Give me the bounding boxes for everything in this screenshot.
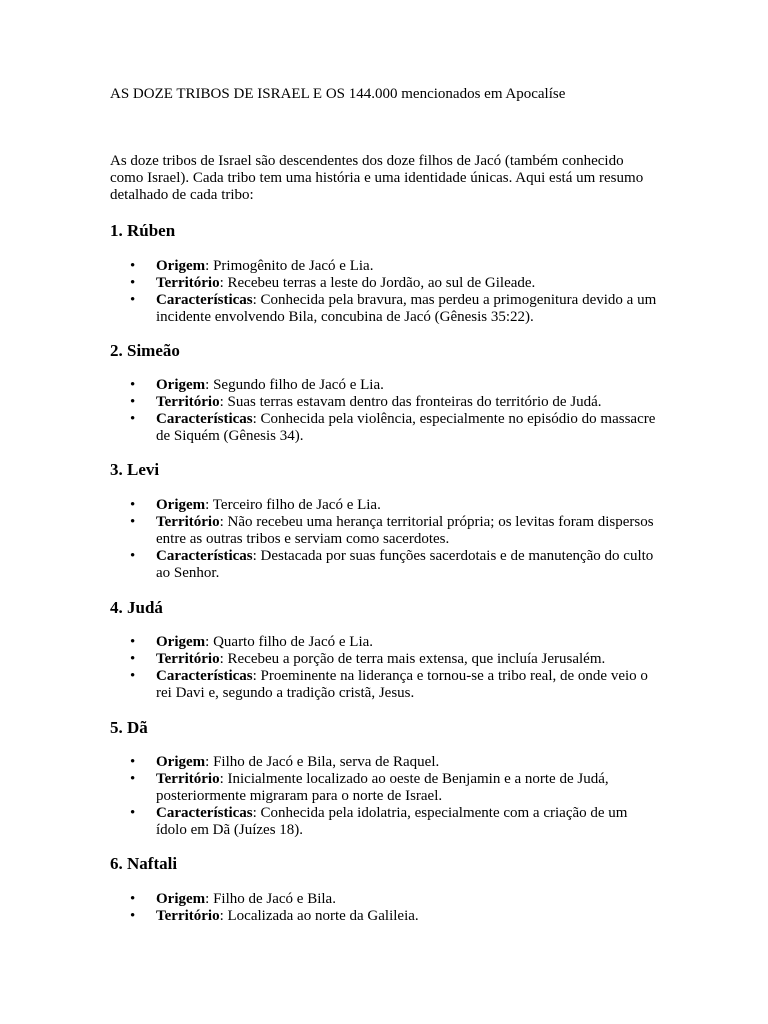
list-item [110, 497, 660, 514]
list-item [110, 805, 660, 839]
field-label: Território [156, 908, 220, 924]
field-text: : Filho de Jacó e Bila, serva de Raquel. [205, 754, 440, 770]
document-title: AS DOZE TRIBOS DE ISRAEL E OS 144.000 mencionados em Apocalíse [110, 86, 566, 102]
tribe-details-list [110, 754, 660, 839]
field-text: : Não recebeu uma herança territorial própria; os levitas foram dispersos entre as outras tribos e serviam como sacerdotes. [156, 514, 654, 547]
tribe-details-list [110, 258, 660, 326]
field-label: Território [156, 514, 220, 530]
tribe-heading-naftali: 6. Naftali [110, 854, 178, 873]
list-item [110, 394, 660, 411]
tribe-heading-ruben: 1. Rúben [110, 221, 176, 240]
tribe-details-list [110, 377, 660, 445]
list-item [110, 292, 660, 326]
field-text: : Localizada ao norte da Galileia. [219, 908, 419, 924]
field-text: : Proeminente na liderança e tornou-se a tribo real, de onde veio o rei Davi e, segundo a tradição cristã, Jesus. [156, 668, 648, 701]
list-item [110, 651, 660, 668]
field-label: Território [156, 394, 220, 410]
field-label: Território [156, 651, 220, 667]
field-label: Características [156, 668, 253, 684]
list-item [110, 548, 660, 582]
field-label: Território [156, 771, 220, 787]
field-label: Origem [156, 258, 206, 274]
field-text: : Recebeu terras a leste do Jordão, ao sul de Gileade. [219, 275, 536, 291]
tribe-details-list [110, 634, 660, 702]
field-text: : Recebeu a porção de terra mais extensa, que incluía Jerusalém. [219, 651, 606, 667]
field-text: : Suas terras estavam dentro das fronteiras do território de Judá. [219, 394, 602, 410]
field-text: : Quarto filho de Jacó e Lia. [205, 634, 374, 650]
field-text: : Terceiro filho de Jacó e Lia. [205, 497, 381, 513]
tribe-heading-simeao: 2. Simeão [110, 341, 180, 360]
list-item [110, 377, 660, 394]
field-label: Características [156, 411, 253, 427]
tribe-details-list [110, 497, 660, 582]
list-item [110, 258, 660, 275]
field-text: : Filho de Jacó e Bila. [205, 891, 336, 907]
field-label: Características [156, 292, 253, 308]
field-label: Características [156, 548, 253, 564]
list-item [110, 411, 660, 445]
list-item [110, 771, 660, 805]
field-label: Origem [156, 377, 206, 393]
list-item [110, 908, 660, 925]
intro-paragraph: As doze tribos de Israel são descendentes dos doze filhos de Jacó (também conhecido como Israel). Cada tribo tem uma história e uma identidade únicas. Aqui está um resumo detalhado de cada tribo: [110, 153, 644, 203]
field-text: : Primogênito de Jacó e Lia. [205, 258, 374, 274]
list-item [110, 275, 660, 292]
field-text: : Conhecida pela idolatria, especialmente com a criação de um ídolo em Dã (Juízes 18). [156, 805, 628, 838]
list-item [110, 668, 660, 702]
field-label: Características [156, 805, 253, 821]
field-label: Origem [156, 497, 206, 513]
list-item [110, 891, 660, 908]
tribe-heading-da: 5. Dã [110, 718, 148, 737]
tribe-details-list [110, 891, 660, 925]
field-text: : Conhecida pela bravura, mas perdeu a primogenitura devido a um incidente envolvendo Bila, concubina de Jacó (Gênesis 35:22). [156, 292, 657, 325]
field-text: : Destacada por suas funções sacerdotais e de manutenção do culto ao Senhor. [156, 548, 654, 581]
list-item [110, 634, 660, 651]
list-item [110, 754, 660, 771]
tribe-heading-levi: 3. Levi [110, 460, 160, 479]
field-label: Origem [156, 634, 206, 650]
field-text: : Conhecida pela violência, especialmente no episódio do massacre de Siquém (Gênesis 34). [156, 411, 656, 444]
field-label: Território [156, 275, 220, 291]
tribe-heading-juda: 4. Judá [110, 598, 163, 617]
field-label: Origem [156, 891, 206, 907]
field-label: Origem [156, 754, 206, 770]
list-item [110, 514, 660, 548]
field-text: : Inicialmente localizado ao oeste de Benjamin e a norte de Judá, posteriormente migraram para o norte de Israel. [156, 771, 609, 804]
field-text: : Segundo filho de Jacó e Lia. [205, 377, 384, 393]
